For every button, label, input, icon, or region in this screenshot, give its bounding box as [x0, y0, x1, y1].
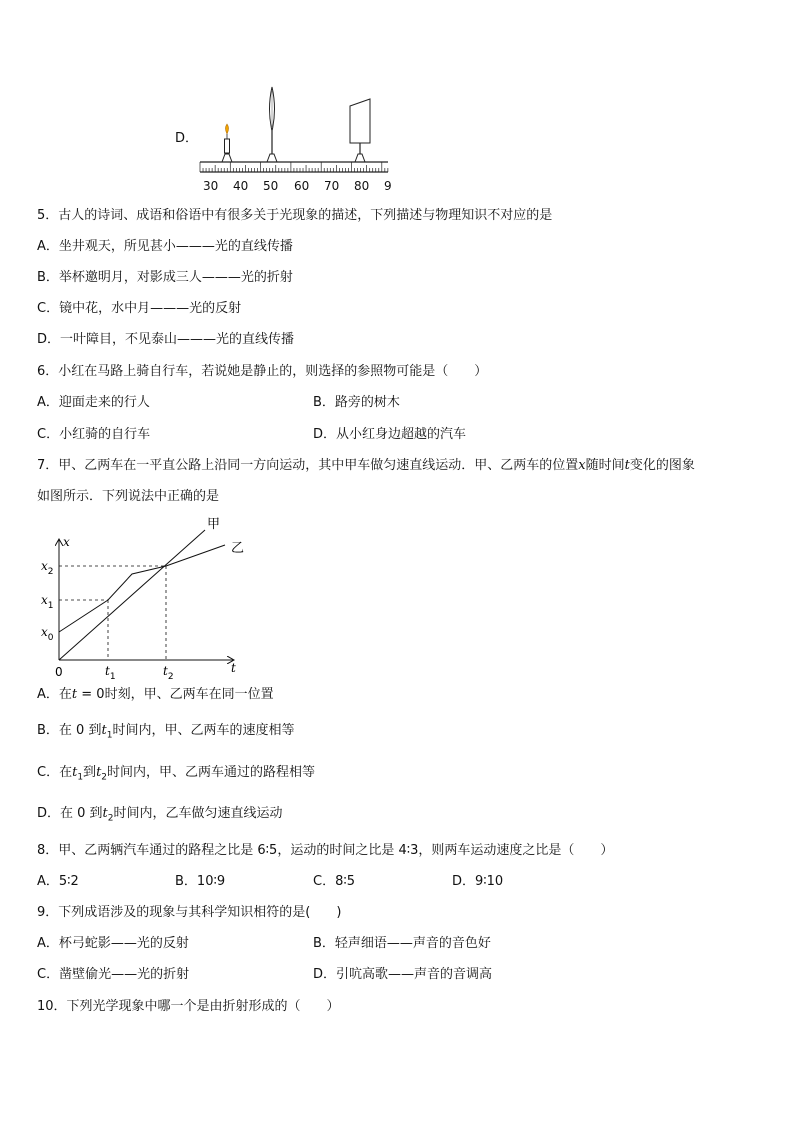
t1-sub: 1	[109, 672, 116, 682]
q7-opt-var: t	[72, 765, 78, 780]
q7-opt-part: 时间内，甲、乙两车的速度相等	[112, 723, 295, 738]
q5-option-b: B．举杯邀明月，对影成三人———光的折射	[37, 270, 293, 285]
holders	[222, 154, 365, 162]
q7-opt-sub: 2	[107, 813, 114, 824]
q8-option-d: D．9∶10	[452, 874, 504, 889]
q7-opt-var: t	[71, 687, 78, 702]
q9-option-d: D．引吭高歌——声音的音调高	[313, 967, 493, 982]
q7-opt-sub: 2	[101, 772, 108, 783]
origin-label: 0	[55, 665, 63, 679]
ruler-tick-label: 40	[233, 179, 249, 193]
q7-opt-sub: 1	[77, 772, 84, 783]
x2-sub: 2	[47, 567, 54, 577]
q7-opt-part: A．在	[37, 687, 72, 702]
q7-stem-var-x: x	[578, 458, 586, 473]
ruler-tick-label: 30	[203, 179, 219, 193]
q6-option-d: D．从小红身边超越的汽车	[313, 427, 467, 442]
x0-var: x	[41, 625, 48, 639]
t2-label	[163, 664, 174, 682]
series-jia-line	[59, 530, 205, 660]
q5-option-a: A．坐井观天，所见甚小———光的直线传播	[37, 239, 293, 254]
q5-stem: 5．古人的诗词、成语和俗语中有很多关于光现象的描述，下列描述与物理知识不对应的是	[37, 208, 553, 223]
t1-var: t	[105, 664, 110, 678]
x2-label	[41, 559, 54, 577]
ruler-tick-label: 70	[324, 179, 340, 193]
ruler-tick-label: 9	[384, 179, 392, 193]
q7-opt-part: = 0时刻，甲、乙两车在同一位置	[77, 687, 274, 702]
q5-option-d: D．一叶障目，不见泰山———光的直线传播	[37, 332, 295, 347]
q7-opt-var: t	[101, 723, 107, 738]
q9-option-b: B．轻声细语——声音的音色好	[313, 936, 491, 951]
q7-opt-var: t	[102, 806, 108, 821]
q6-option-c: C．小红骑的自行车	[37, 427, 151, 442]
q8-option-b: B．10∶9	[175, 874, 226, 889]
ruler-tick-label: 60	[294, 179, 310, 193]
q7-stem-part: 变化的图象	[629, 458, 695, 473]
q10-stem: 10．下列光学现象中哪一个是由折射形成的（ ）	[37, 999, 340, 1014]
ruler-tick-labels	[203, 179, 392, 193]
series-jia-label: 甲	[207, 517, 221, 532]
q8-stem: 8．甲、乙两辆汽车通过的路程之比是 6∶5，运动的时间之比是 4∶3，则两车运动速度之比是（ ）	[37, 843, 614, 858]
q9-option-c: C．凿壁偷光——光的折射	[37, 967, 190, 982]
t2-var: t	[163, 664, 168, 678]
q7-opt-part: D．在 0 到	[37, 806, 103, 821]
x0-label	[41, 625, 54, 643]
q7-stem-line1	[37, 457, 695, 475]
candle-icon	[225, 124, 230, 153]
x0-sub: 0	[47, 633, 54, 643]
q6-option-b: B．路旁的树木	[313, 395, 400, 410]
x1-label	[41, 593, 54, 611]
x1-var: x	[41, 593, 48, 607]
q7-opt-sub: 1	[106, 730, 113, 741]
q7-option-c	[37, 764, 315, 787]
q7-option-b	[37, 722, 294, 745]
q5-option-c: C．镜中花，水中月———光的反射	[37, 301, 242, 316]
q8-option-c: C．8∶5	[313, 874, 356, 889]
ruler-tick-label: 50	[263, 179, 279, 193]
bench-rail	[200, 162, 388, 172]
q9-stem: 9．下列成语涉及的现象与其科学知识相符的是( )	[37, 905, 342, 920]
t1-label	[105, 664, 116, 682]
q7-opt-part: 时间内，甲、乙两车通过的路程相等	[107, 765, 316, 780]
q6-stem: 6．小红在马路上骑自行车，若说她是静止的，则选择的参照物可能是（ ）	[37, 364, 488, 379]
x-axis-label: t	[231, 661, 236, 675]
ruler-tick-label: 80	[354, 179, 370, 193]
x2-var: x	[41, 559, 48, 573]
q7-stem-line2: 如图所示．下列说法中正确的是	[37, 489, 220, 504]
q7-option-d	[37, 805, 283, 828]
q4-option-d-label: D．	[175, 131, 199, 146]
position-time-graph	[35, 512, 255, 682]
x1-sub: 1	[47, 601, 54, 611]
q8-option-a: A．5∶2	[37, 874, 79, 889]
q7-opt-part: B．在 0 到	[37, 723, 102, 738]
q7-stem-part: 随时间	[585, 458, 625, 473]
t2-sub: 2	[167, 672, 174, 682]
series-yi-line	[59, 545, 225, 632]
optical-bench-figure	[195, 82, 395, 197]
q7-stem-var-t: t	[624, 458, 630, 473]
series-yi-label: 乙	[231, 541, 245, 556]
q7-opt-var: t	[96, 765, 102, 780]
y-axis-label: x	[63, 535, 70, 549]
q7-stem-part: 7．甲、乙两车在一平直公路上沿同一方向运动，其中甲车做匀速直线运动．甲、乙两车的位置	[37, 458, 579, 473]
lens-icon	[270, 87, 275, 154]
screen-icon	[350, 99, 370, 154]
q7-opt-part: 到	[83, 765, 97, 780]
q7-option-a	[37, 686, 274, 704]
q7-opt-part: 时间内，乙车做匀速直线运动	[113, 806, 283, 821]
q7-opt-part: C．在	[37, 765, 73, 780]
q9-option-a: A．杯弓蛇影——光的反射	[37, 936, 189, 951]
q6-option-a: A．迎面走来的行人	[37, 395, 150, 410]
